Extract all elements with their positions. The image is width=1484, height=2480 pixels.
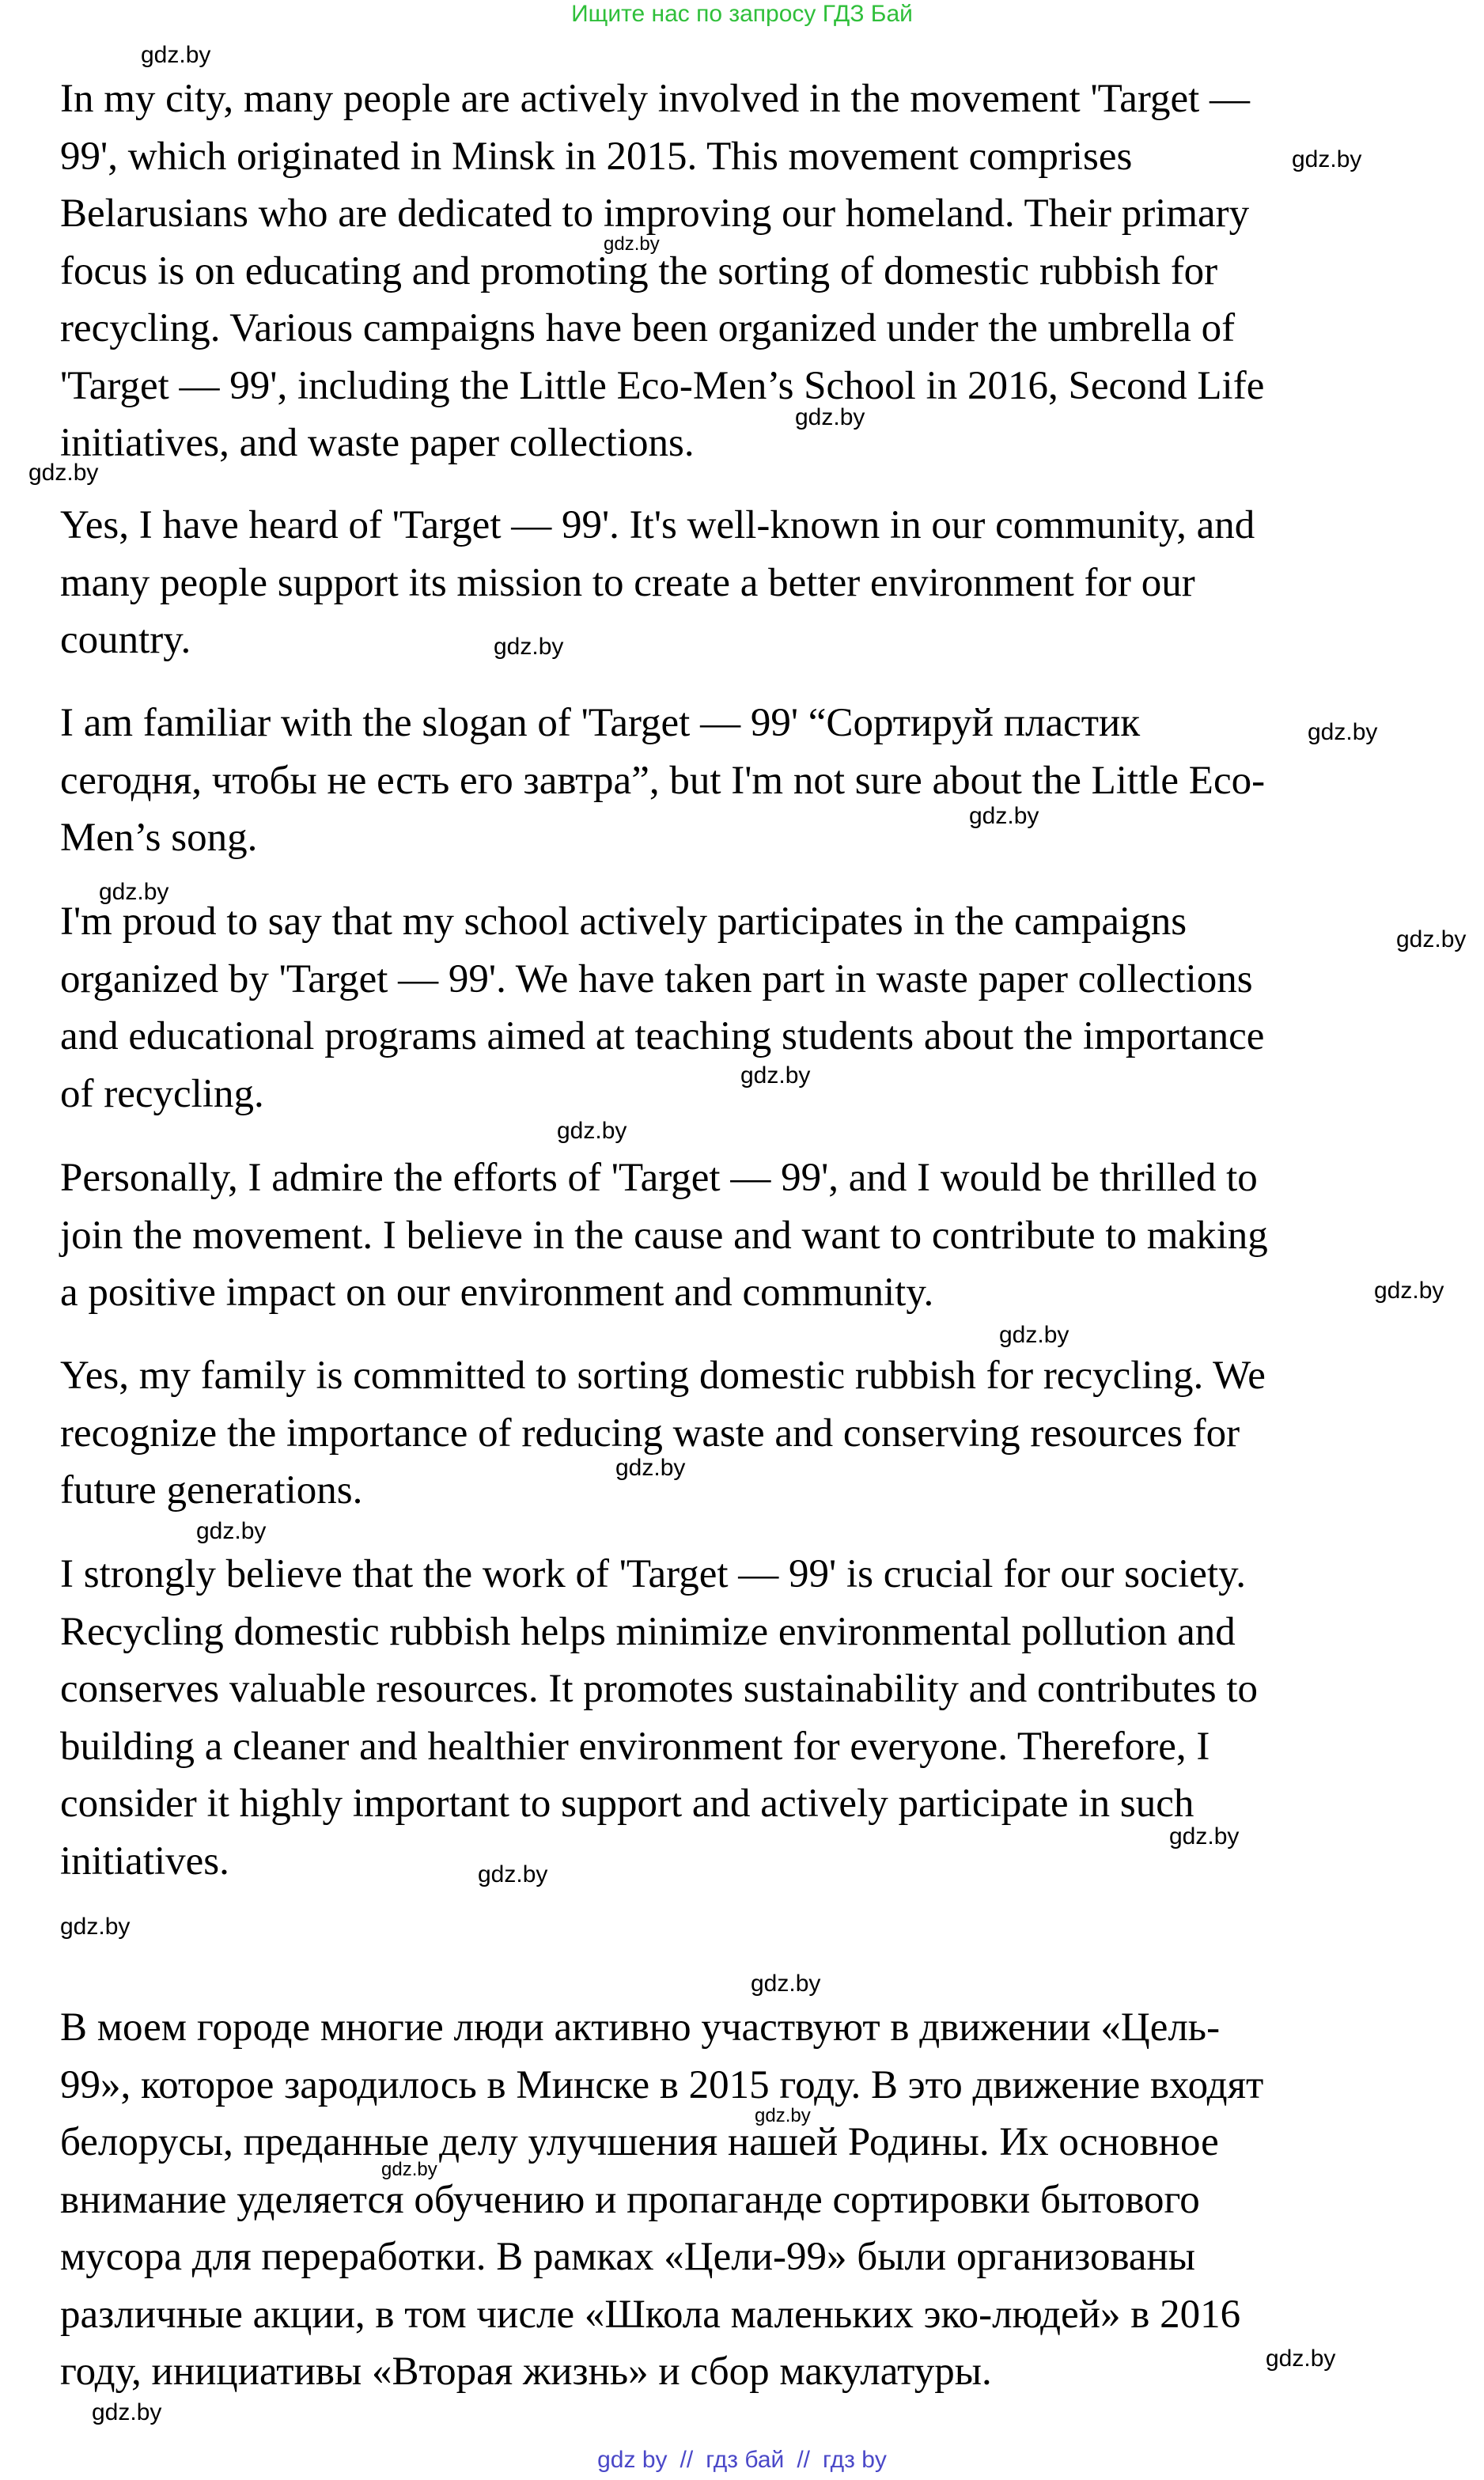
- text-line: 99», которое зародилось в Минске в 2015 году. В это движение входят: [60, 2062, 1264, 2107]
- watermark: gdz.by: [615, 1455, 686, 1481]
- text-line: мусора для переработки. В рамках «Цели-99» были организованы: [60, 2235, 1196, 2279]
- text-line: future generations.: [60, 1468, 363, 1513]
- watermark: gdz.by: [969, 803, 1039, 829]
- text-line: join the movement. I believe in the cause and want to contribute to making: [60, 1213, 1268, 1258]
- watermark: gdz.by: [141, 42, 211, 68]
- watermark: gdz.by: [478, 1861, 548, 1887]
- text-line: In my city, many people are actively involved in the movement 'Target —: [60, 77, 1251, 121]
- text-line: organized by 'Target — 99'. We have taken part in waste paper collections: [60, 956, 1253, 1001]
- answer-paragraph-6: [60, 1347, 1468, 1520]
- text-line: Yes, I have heard of 'Target — 99'. It's well-known in our community, and: [60, 503, 1255, 547]
- footer-link-gdz-by[interactable]: gdz by: [597, 2447, 668, 2473]
- watermark: gdz.by: [557, 1118, 627, 1144]
- watermark: gdz.by: [751, 1971, 821, 1997]
- watermark: gdz.by: [604, 233, 660, 255]
- text-line: белорусы, преданные делу улучшения нашей Родины. Их основное: [60, 2120, 1219, 2164]
- footer-separator: //: [680, 2447, 694, 2473]
- text-line: В моем городе многие люди активно участвуют в движении «Цель-: [60, 2005, 1221, 2050]
- watermark: gdz.by: [740, 1062, 811, 1089]
- watermark: gdz.by: [1308, 719, 1378, 745]
- watermark: gdz.by: [60, 1914, 131, 1940]
- text-line: recognize the importance of reducing waste and conserving resources for: [60, 1410, 1240, 1456]
- watermark: gdz.by: [1266, 2346, 1336, 2372]
- watermark: gdz.by: [92, 2399, 162, 2425]
- watermark: gdz.by: [795, 404, 865, 430]
- text-line: Yes, my family is committed to sorting domestic rubbish for recycling. We: [60, 1354, 1266, 1398]
- watermark: gdz.by: [494, 634, 564, 660]
- answer-paragraph-2: [60, 497, 1468, 669]
- answer-paragraph-3: [60, 695, 1468, 867]
- footer-link-gdz-by-cyr[interactable]: гдз by: [823, 2447, 887, 2473]
- text-line: сегодня, чтобы не есть его завтра”, but I'm not sure about the Little Eco-: [60, 758, 1266, 803]
- text-line: I am familiar with the slogan of 'Target — 99' “Сортируй пластик: [60, 701, 1141, 745]
- text-line: Belarusians who are dedicated to improving our homeland. Their primary: [60, 191, 1250, 236]
- text-line: many people support its mission to create a better environment for our: [60, 560, 1195, 605]
- watermark: gdz.by: [999, 1322, 1069, 1348]
- text-line: country.: [60, 618, 191, 662]
- text-line: 'Target — 99', including the Little Eco-Men’s School in 2016, Second Life: [60, 363, 1265, 408]
- text-line: Recycling domestic rubbish helps minimize environmental pollution and: [60, 1609, 1236, 1654]
- watermark: gdz.by: [755, 2105, 811, 2126]
- text-line: focus is on educating and promoting the sorting of domestic rubbish for: [60, 248, 1218, 293]
- text-line: of recycling.: [60, 1071, 264, 1116]
- watermark: gdz.by: [1374, 1278, 1444, 1304]
- watermark: gdz.by: [99, 879, 169, 905]
- translation-paragraph: [60, 1999, 1468, 2401]
- watermark: gdz.by: [196, 1518, 267, 1544]
- text-line: I'm proud to say that my school actively participates in the campaigns: [60, 899, 1187, 944]
- footer-separator: //: [797, 2447, 810, 2473]
- text-line: consider it highly important to support and actively participate in such: [60, 1781, 1194, 1826]
- watermark: gdz.by: [1169, 1823, 1240, 1850]
- footer-link-gdz-bai[interactable]: гдз бай: [706, 2447, 785, 2473]
- text-line: 99', which originated in Minsk in 2015. This movement comprises: [60, 134, 1133, 179]
- text-line: conserves valuable resources. It promotes sustainability and contributes to: [60, 1667, 1259, 1711]
- search-banner[interactable]: Ищите нас по запросу ГДЗ Бай: [571, 1, 913, 27]
- watermark: gdz.by: [28, 460, 99, 486]
- watermark: gdz.by: [1396, 926, 1467, 952]
- text-line: внимание уделяется обучению и пропаганде сортировки бытового: [60, 2177, 1200, 2222]
- text-line: initiatives.: [60, 1838, 229, 1884]
- text-line: различные акции, в том числе «Школа маленьких эко-людей» в 2016: [60, 2292, 1241, 2337]
- text-line: Men’s song.: [60, 816, 258, 860]
- text-line: Personally, I admire the efforts of 'Target — 99', and I would be thrilled to: [60, 1156, 1258, 1200]
- watermark: gdz.by: [1292, 146, 1362, 172]
- text-line: recycling. Various campaigns have been organized under the umbrella of: [60, 306, 1236, 350]
- text-line: I strongly believe that the work of 'Target — 99' is crucial for our society.: [60, 1552, 1247, 1596]
- text-line: and educational programs aimed at teaching students about the importance: [60, 1014, 1265, 1058]
- answer-paragraph-5: [60, 1149, 1468, 1322]
- text-line: a positive impact on our environment and community.: [60, 1270, 934, 1315]
- watermark: gdz.by: [381, 2159, 437, 2180]
- text-line: building a cleaner and healthier environment for everyone. Therefore, I: [60, 1724, 1210, 1769]
- footer-links: [0, 2446, 1484, 2474]
- text-line: initiatives, and waste paper collections.: [60, 421, 695, 465]
- answer-paragraph-1: [60, 70, 1468, 472]
- answer-paragraph-7: [60, 1546, 1468, 1890]
- text-line: году, инициативы «Вторая жизнь» и сбор макулатуры.: [60, 2349, 992, 2394]
